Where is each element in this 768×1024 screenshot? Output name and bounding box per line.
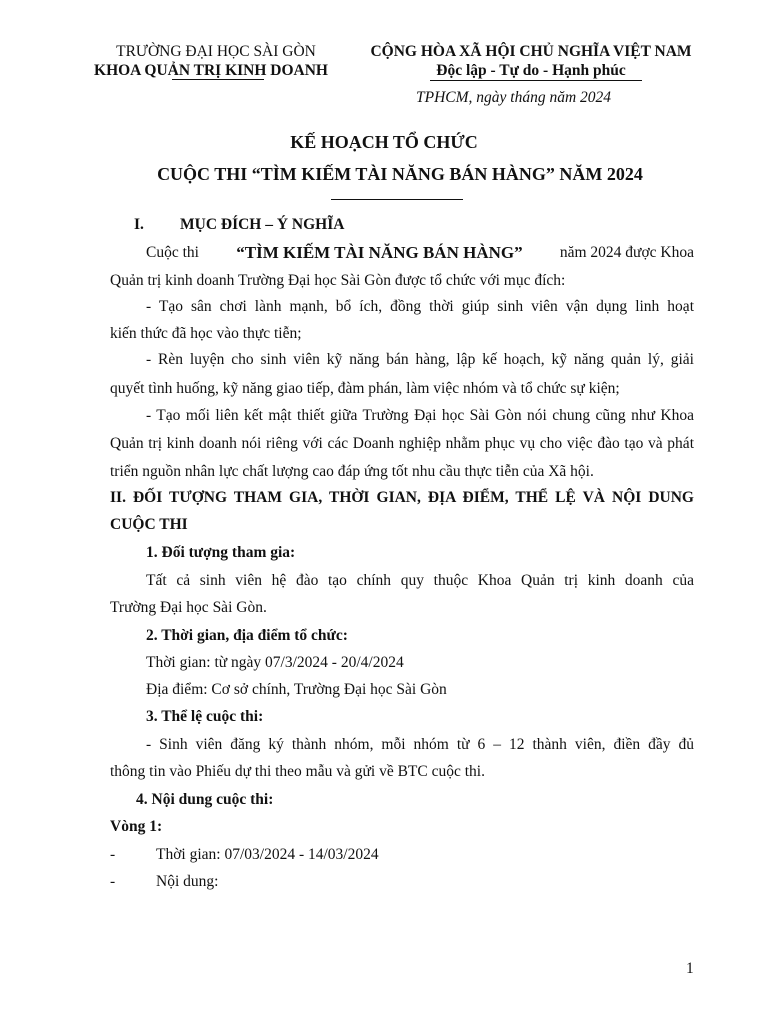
section-1-intro	[146, 243, 694, 263]
motto-underline	[430, 80, 642, 81]
document-date: TPHCM, ngày tháng năm 2024	[416, 89, 612, 106]
subsection-3-title: 3. Thể lệ cuộc thi:	[146, 708, 264, 725]
purpose-bullet-1-cont: kiến thức đã học vào thực tiễn;	[110, 325, 302, 342]
event-location: Địa điểm: Cơ sở chính, Trường Đại học Sài Gòn	[146, 681, 447, 698]
round-1-title: Vòng 1:	[110, 818, 163, 835]
section-1-number: I.	[134, 216, 144, 233]
title-underline	[331, 199, 463, 200]
section-1-heading: MỤC ĐÍCH – Ý NGHĨA	[180, 216, 345, 233]
plan-title: KẾ HOẠCH TỔ CHỨC	[290, 132, 478, 152]
national-motto: Độc lập - Tự do - Hạnh phúc	[436, 62, 626, 79]
intro-prefix: Cuộc thi	[146, 244, 199, 261]
rules-text-cont: thông tin vào Phiếu dự thi theo mẫu và gửi về BTC cuộc thi.	[110, 763, 485, 780]
university-name: TRƯỜNG ĐẠI HỌC SÀI GÒN	[116, 43, 316, 60]
event-time: Thời gian: từ ngày 07/3/2024 - 20/4/2024	[146, 654, 404, 671]
intro-suffix: năm 2024 được Khoa	[559, 244, 694, 261]
round-1-content: Nội dung:	[156, 873, 219, 890]
subsection-1-title: 1. Đối tượng tham gia:	[146, 544, 296, 561]
purpose-bullet-3-end: triển nguồn nhân lực chất lượng cao đáp ứng tốt nhu cầu thực tiễn của Xã hội.	[110, 463, 594, 480]
subsection-2-title: 2. Thời gian, địa điểm tổ chức:	[146, 627, 348, 644]
participants-text-cont: Trường Đại học Sài Gòn.	[110, 599, 267, 616]
faculty-name: KHOA QUẢN TRỊ KINH DOANH	[94, 62, 328, 79]
round-1-dash-2: -	[110, 873, 116, 890]
national-title: CỘNG HÒA XÃ HỘI CHỦ NGHĨA VIỆT NAM	[370, 43, 692, 60]
purpose-bullet-1: - Tạo sân chơi lành mạnh, bổ ích, đồng thời giúp sinh viên vận dụng linh hoạt	[146, 298, 694, 315]
round-1-time: Thời gian: 07/03/2024 - 14/03/2024	[156, 846, 379, 863]
section-1-intro-line2: Quản trị kinh doanh Trường Đại học Sài Gòn được tổ chức với mục đích:	[110, 272, 566, 289]
purpose-bullet-2-cont: quyết tình huống, kỹ năng giao tiếp, đàm phán, làm việc nhóm và tổ chức sự kiện;	[110, 380, 620, 397]
subsection-4-title: 4. Nội dung cuộc thi:	[136, 791, 274, 808]
rules-text: - Sinh viên đăng ký thành nhóm, mỗi nhóm từ 6 – 12 thành viên, điền đầy đủ	[146, 736, 694, 753]
faculty-underline	[172, 79, 264, 80]
page-number: 1	[686, 960, 694, 977]
contest-title: CUỘC THI “TÌM KIẾM TÀI NĂNG BÁN HÀNG” NĂM 2024	[157, 164, 643, 184]
purpose-bullet-3: - Tạo mối liên kết mật thiết giữa Trường Đại học Sài Gòn nói chung cũng như Khoa	[146, 407, 694, 424]
participants-text: Tất cả sinh viên hệ đào tạo chính quy thuộc Khoa Quản trị kinh doanh của	[146, 572, 694, 589]
purpose-bullet-3-cont: Quản trị kinh doanh nói riêng với các Doanh nghiệp nhằm phục vụ cho việc đào tạo và phát	[110, 435, 694, 452]
section-2-heading: II. ĐỐI TƯỢNG THAM GIA, THỜI GIAN, ĐỊA ĐIỂM, THỂ LỆ VÀ NỘI DUNG	[110, 489, 694, 506]
round-1-dash-1: -	[110, 846, 116, 863]
contest-name-emphasis: “TÌM KIẾM TÀI NĂNG BÁN HÀNG”	[236, 243, 523, 262]
purpose-bullet-2: - Rèn luyện cho sinh viên kỹ năng bán hàng, lập kế hoạch, kỹ năng quản lý, giải	[146, 351, 694, 368]
section-2-heading-cont: CUỘC THI	[110, 516, 188, 533]
